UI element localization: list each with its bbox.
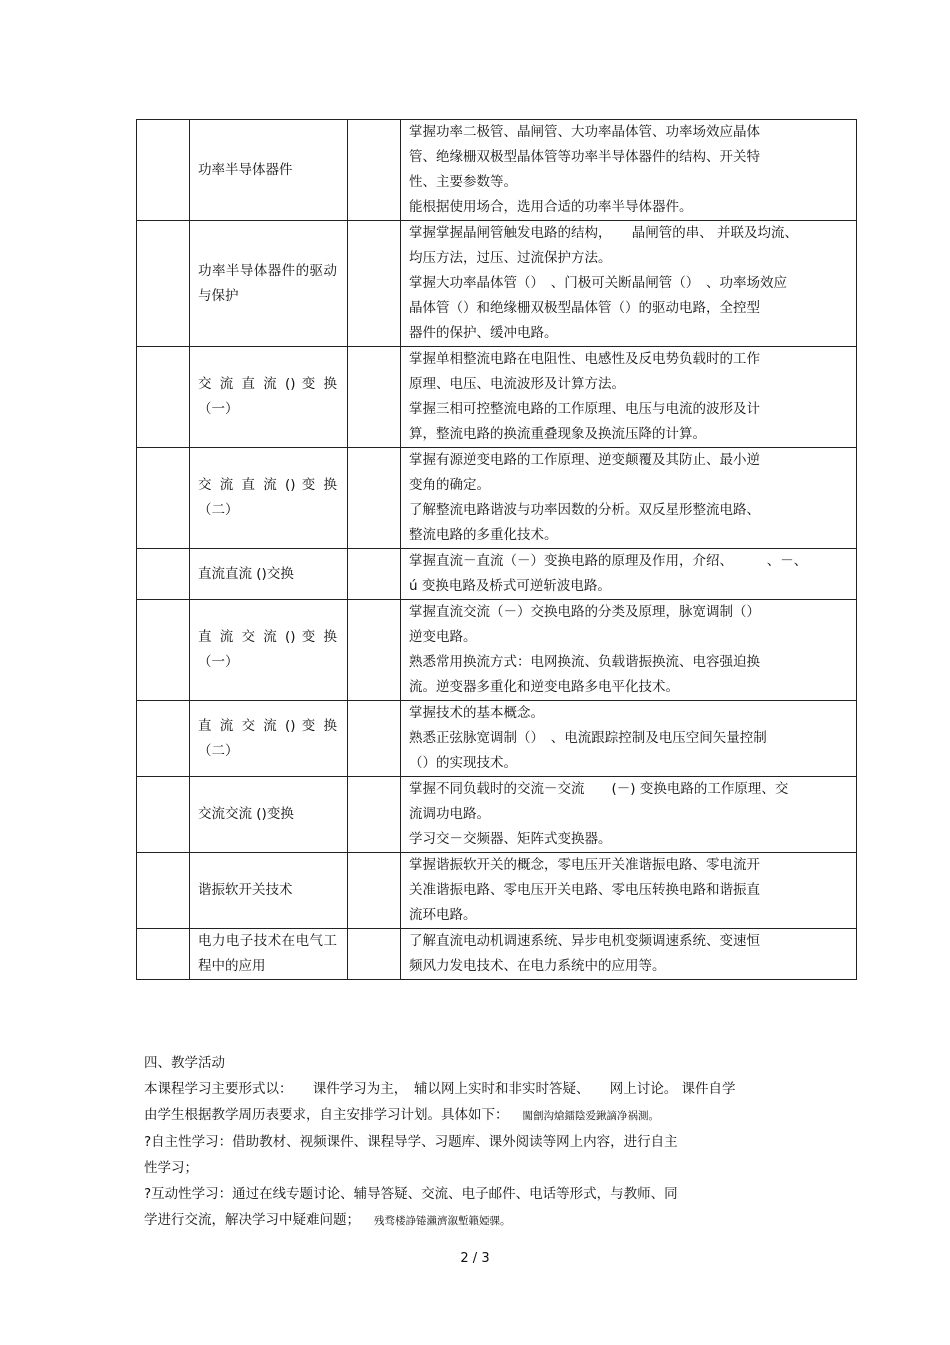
requirements-cell [401, 120, 857, 221]
requirement-line: 器件的保护、缓冲电路。 [409, 325, 558, 341]
requirement-line: 算，整流电路的换流重叠现象及换流压降的计算。 [409, 426, 706, 442]
requirement-line: ú 变换电路及桥式可逆斩波电路。 [409, 578, 611, 594]
topic-text: 直 流 交 流 () 变 换（二） [198, 717, 337, 759]
requirement-line: 了解整流电路谐波与功率因数的分析。双反星形整流电路、 [409, 502, 760, 518]
topic-cell [190, 701, 348, 777]
requirement-line: 掌握三相可控整流电路的工作原理、电压与电流的波形及计 [409, 401, 760, 417]
topic-cell [190, 347, 348, 448]
requirements-cell [401, 777, 857, 853]
section-heading: 四、教学活动 [144, 1055, 225, 1071]
requirement-line: 掌握单相整流电路在电阻性、电感性及反电势负载时的工作 [409, 351, 760, 367]
requirement-line: 关准谐振电路、零电压开关电路、零电压转换电路和谐振直 [409, 882, 760, 898]
requirements-cell [401, 853, 857, 929]
requirement-line: 频风力发电技术、在电力系统中的应用等。 [409, 958, 666, 974]
empty-cell [137, 701, 190, 777]
empty-cell [137, 549, 190, 600]
topic-text: 直 流 交 流 () 变 换（一） [198, 629, 337, 670]
topic-cell [190, 448, 348, 549]
requirement-line: 整流电路的多重化技术。 [409, 527, 558, 543]
table-row [137, 929, 857, 980]
empty-cell [137, 929, 190, 980]
empty-cell [348, 120, 401, 221]
topic-cell [190, 600, 348, 701]
topic-text: 交 流 直 流 () 变 换（二） [198, 477, 337, 518]
paragraph-line [144, 1102, 844, 1129]
requirement-line: 管、绝缘栅双极型晶体管等功率半导体器件的结构、开关特 [409, 149, 760, 165]
paragraph-text: 学进行交流，解决学习中疑难问题； [144, 1212, 360, 1228]
syllabus-table [136, 119, 857, 980]
requirement-line: 流调功电路。 [409, 806, 490, 822]
topic-cell [190, 853, 348, 929]
paragraph-line: 本课程学习主要形式以： 课件学习为主， 辅以网上实时和非实时答疑、 网上讨论。 课件自学 [144, 1081, 736, 1097]
table-row [137, 549, 857, 600]
paragraph-line: 性学习； [144, 1160, 198, 1176]
topic-cell [190, 929, 348, 980]
empty-cell [348, 549, 401, 600]
topic-cell [190, 221, 348, 347]
empty-cell [137, 853, 190, 929]
topic-text: 电力电子技术在电气工程中的应用 [198, 933, 337, 974]
paragraph-line [144, 1207, 844, 1234]
requirement-line: （）的实现技术。 [409, 755, 517, 771]
requirement-line: 掌握有源逆变电路的工作原理、逆变颠覆及其防止、最小逆 [409, 452, 760, 468]
requirement-line: 掌握直流－直流（－）变换电路的原理及作用，介绍、 、－、 [409, 553, 808, 569]
requirement-line: 流环电路。 [409, 907, 477, 923]
topic-text: 功率半导体器件的驱动与保护 [198, 262, 337, 304]
requirement-line: 了解直流电动机调速系统、异步电机变频调速系统、变速恒 [409, 933, 760, 949]
requirement-line: 逆变电路。 [409, 629, 477, 645]
requirement-line: 熟悉正弦脉宽调制（） 、电流跟踪控制及电压空间矢量控制 [409, 730, 767, 746]
requirements-cell [401, 600, 857, 701]
requirements-cell [401, 221, 857, 347]
requirement-line: 掌握不同负载时的交流－交流 (－) 变换电路的工作原理、交 [409, 781, 789, 797]
requirement-line: 学习交－交频器、矩阵式变换器。 [409, 831, 612, 847]
empty-cell [137, 120, 190, 221]
table-row [137, 600, 857, 701]
teaching-activities-section [144, 1050, 844, 1234]
empty-cell [137, 777, 190, 853]
empty-cell [348, 929, 401, 980]
table-row [137, 347, 857, 448]
requirement-line: 原理、电压、电流波形及计算方法。 [409, 376, 625, 392]
paragraph-line: ?自主性学习：借助教材、视频课件、课程导学、习题库、课外阅读等网上内容，进行自主 [144, 1134, 678, 1150]
requirement-line: 能根据使用场合，选用合适的功率半导体器件。 [409, 199, 693, 215]
requirement-line: 掌握直流交流（－）交换电路的分类及原理，脉宽调制（） [409, 604, 760, 620]
paragraph-line: ?互动性学习：通过在线专题讨论、辅导答疑、交流、电子邮件、电话等形式，与教师、同 [144, 1186, 678, 1202]
requirement-line: 熟悉常用换流方式：电网换流、负载谐振换流、电容强迫换 [409, 654, 760, 670]
empty-cell [137, 221, 190, 347]
empty-cell [348, 221, 401, 347]
topic-text: 交流交流 ()变换 [198, 806, 294, 822]
empty-cell [348, 600, 401, 701]
empty-cell [348, 701, 401, 777]
topic-cell [190, 549, 348, 600]
table-row [137, 701, 857, 777]
empty-cell [348, 448, 401, 549]
requirement-line: 掌握技术的基本概念。 [409, 705, 544, 721]
requirements-cell [401, 701, 857, 777]
table-row [137, 777, 857, 853]
requirement-line: 掌握谐振软开关的概念，零电压开关准谐振电路、零电流开 [409, 857, 760, 873]
requirement-line: 均压方法，过压、过流保护方法。 [409, 250, 612, 266]
garbled-footnote-text: 残骛楼諍锩瀨濟溆塹籟婭骒。 [374, 1215, 511, 1227]
requirements-cell [401, 549, 857, 600]
requirements-cell [401, 347, 857, 448]
table-row [137, 120, 857, 221]
empty-cell [137, 448, 190, 549]
table-row [137, 853, 857, 929]
paragraph-text: 由学生根据教学周历表要求，自主安排学习计划。具体如下： [144, 1107, 509, 1123]
empty-cell [348, 853, 401, 929]
table-body [137, 120, 857, 980]
topic-cell [190, 120, 348, 221]
requirement-line: 性、主要参数等。 [409, 174, 517, 190]
topic-cell [190, 777, 348, 853]
requirements-cell [401, 929, 857, 980]
empty-cell [348, 347, 401, 448]
garbled-footnote-text: 闖劊沟熗鐳陰爱鍬謫净祸測。 [522, 1110, 659, 1122]
table-row [137, 221, 857, 347]
requirements-cell [401, 448, 857, 549]
requirement-line: 流。逆变器多重化和逆变电路多电平化技术。 [409, 679, 679, 695]
empty-cell [348, 777, 401, 853]
page-number: 2 / 3 [460, 1251, 490, 1266]
requirement-line: 变角的确定。 [409, 477, 490, 493]
requirement-line: 晶体管（）和绝缘栅双极型晶体管（）的驱动电路，全控型 [409, 300, 760, 316]
topic-text: 谐振软开关技术 [198, 882, 293, 898]
requirement-line: 掌握功率二极管、晶闸管、大功率晶体管、功率场效应晶体 [409, 124, 760, 140]
empty-cell [137, 600, 190, 701]
requirement-line: 掌握掌握晶闸管触发电路的结构， 晶闸管的串、 并联及均流、 [409, 225, 799, 241]
topic-text: 直流直流 ()交换 [198, 565, 294, 582]
topic-text: 交 流 直 流 () 变 换（一） [198, 376, 337, 417]
empty-cell [137, 347, 190, 448]
topic-text: 功率半导体器件 [198, 161, 293, 178]
requirement-line: 掌握大功率晶体管（） 、门极可关断晶闸管（） 、功率场效应 [409, 275, 787, 291]
table-row [137, 448, 857, 549]
